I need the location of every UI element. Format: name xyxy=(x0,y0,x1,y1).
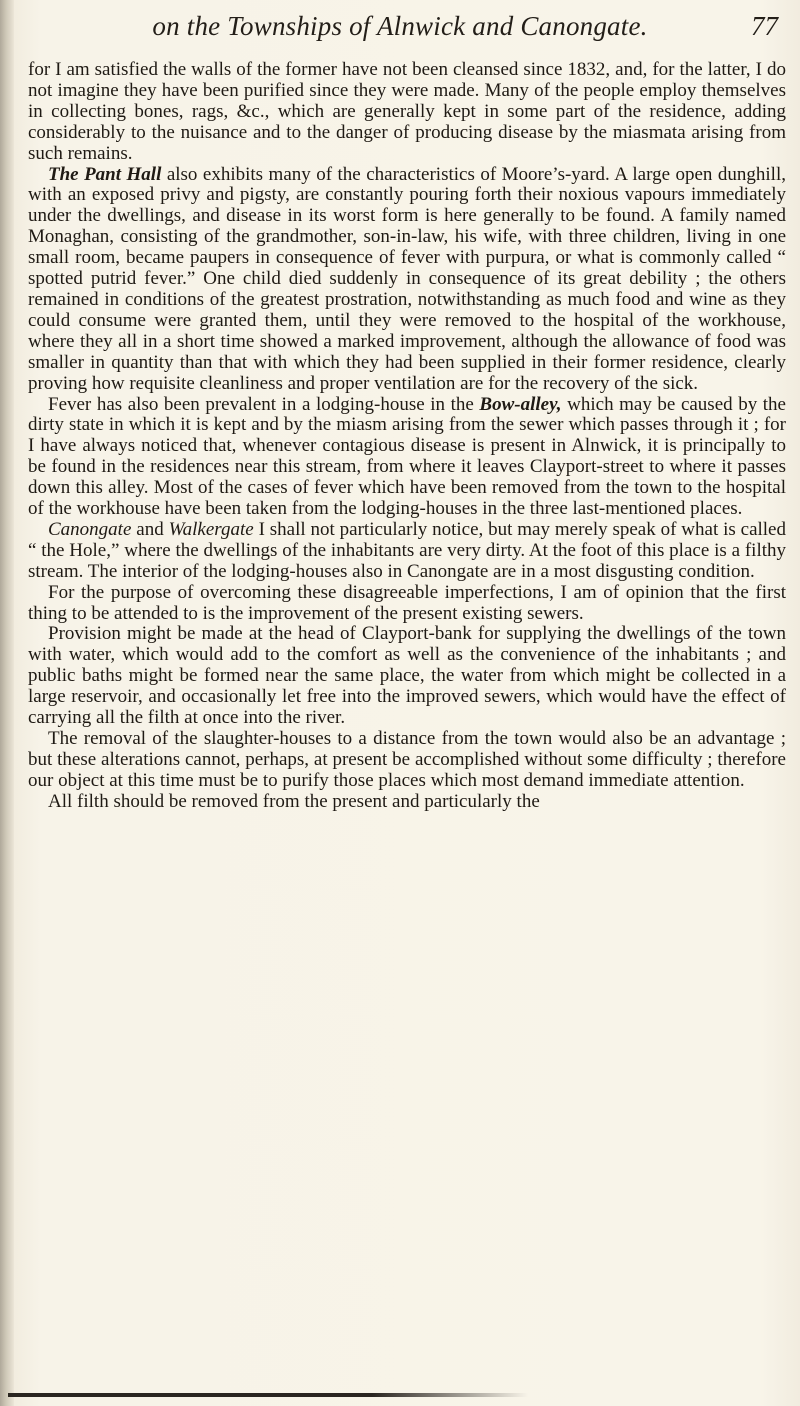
paragraph-2-lead: The Pant Hall xyxy=(48,163,162,185)
paragraph-3-italic: Bow-alley, xyxy=(479,393,562,415)
paragraph-1-text: for I am satisfied the walls of the former have not been cleansed since 1832, and, for the latter, I do not imagine they have been purified since they were made. Many of the people employ themselves in collecting bones, rags, &c., which are generally kept in some part of the residence, adding considerably to the nuisance and to the danger of producing disease by the miasmata arising from such remains. xyxy=(28,59,786,164)
running-head xyxy=(0,6,800,46)
paragraph-5 xyxy=(28,583,786,625)
binding-edge xyxy=(0,0,14,1406)
paragraph-7 xyxy=(28,729,786,792)
paragraph-3-text: Fever has also been prevalent in a lodging-house in the xyxy=(48,393,480,415)
paragraph-7-text: The removal of the slaughter-houses to a distance from the town would also be an advantage ; but these alterations cannot, perhaps, at present be accomplished without some difficulty ; therefore our object at this time must be to purify those places which most demand immediate attention. xyxy=(28,728,786,791)
paragraph-8 xyxy=(28,792,786,813)
paragraph-4-tail: I shall not particularly notice, but may merely speak of what is called “ the Hole,” where the dwellings of the inhabitants are very dirty. At the foot of this place is a filthy stream. The interior of the lodging-houses also in Canongate are in a most disgusting condition. xyxy=(28,518,786,582)
paragraph-2-text: also exhibits many of the characteristics of Moore’s-yard. A large open dunghill, with an exposed privy and pigsty, are constantly pouring forth their noxious vapours immediately under the dwellings, and disease in its worst form is here generally to be found. A family named Monaghan, consisting of the grandmother, son-in-law, his wife, with three children, living in one small room, became paupers in consequence of fever with purpura, or what is commonly called “ spotted putrid fever.” One child died suddenly in consequence of its great debility ; the others remained in conditions of the greatest prostration, notwithstanding as much food and wine as they could consume were granted them, until they were removed to the hospital of the workhouse, where they all in a short time showed a marked improvement, although the allowance of food was smaller in quantity than that with which they had been supplied in their former residence, clearly proving how requisite cleanliness and proper ventilation are for the recovery of the sick. xyxy=(28,163,786,394)
paragraph-6 xyxy=(28,624,786,729)
paragraph-4-lead: Canongate xyxy=(48,518,132,540)
paragraph-5-text: For the purpose of overcoming these disagreeable imperfections, I am of opinion that the first thing to be attended to is the improvement of the present existing sewers. xyxy=(28,581,786,624)
running-title: on the Townships of Alnwick and Canongate. xyxy=(152,11,648,41)
paragraph-1 xyxy=(28,60,786,165)
page-number: 77 xyxy=(751,11,778,41)
paragraph-4-italic: Walkergate xyxy=(168,518,254,540)
paragraph-4-text: and xyxy=(131,518,169,540)
paragraph-8-text: All filth should be removed from the present and particularly the xyxy=(48,790,540,812)
paragraph-6-text: Provision might be made at the head of Clayport-bank for supplying the dwellings of the town with water, which would add to the comfort as well as the convenience of the inhabitants ; and public baths might be formed near the same place, the water from which might be collected in a large reservoir, and occasionally let free into the improved sewers, which would have the effect of carrying all the filth at once into the river. xyxy=(28,623,786,729)
paragraph-3 xyxy=(28,395,786,520)
paragraph-4 xyxy=(28,520,786,583)
paragraph-2 xyxy=(28,165,786,395)
bottom-rule xyxy=(8,1393,528,1397)
body-text xyxy=(28,60,786,813)
paragraph-3-tail: which may be caused by the dirty state in which it is kept and by the miasm arising from the sewer which passes through it ; for I have always noticed that, whenever contagious disease is present in Alnwick, it is principally to be found in the residences near this stream, from where it leaves Clayport-street to where it passes down this alley. Most of the cases of fever which have been removed from the town to the hospital of the workhouse have been taken from the lodging-houses in the three last-mentioned places. xyxy=(28,393,786,520)
